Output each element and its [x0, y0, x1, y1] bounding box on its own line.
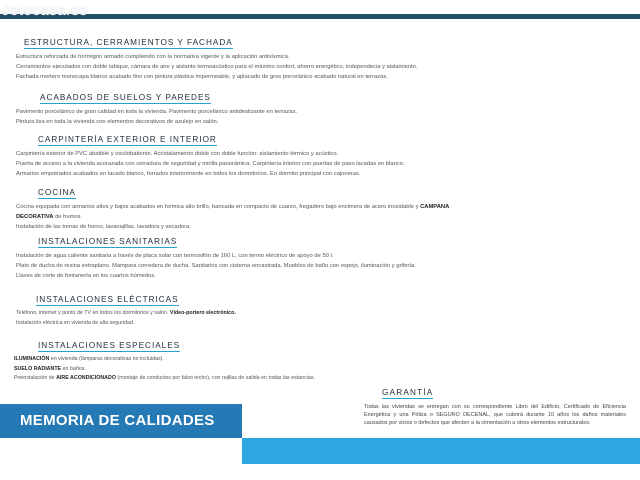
bold-text: ILUMINACIÓN — [14, 356, 50, 362]
text-run: Estructura reforzada de hormigón armado cumpliendo con la normativa vigente y la aplicación antisísmica. — [16, 54, 290, 60]
text-line — [16, 309, 236, 319]
text-run: en vivienda (lámparas decorativas no incluidas). — [49, 356, 164, 362]
section-acabados — [16, 85, 297, 127]
section-lines — [16, 251, 416, 281]
section-carpinteria — [16, 127, 405, 179]
section-lines — [16, 149, 405, 179]
text-run: Instalación eléctrica en vivienda de alta seguridad. — [16, 319, 135, 326]
section-lines — [14, 355, 315, 384]
section-lines — [16, 52, 418, 82]
section-especiales — [14, 333, 315, 384]
text-run: Pintura lisa en toda la vivienda con elementos decorativos de azulejo en salón. — [16, 119, 219, 125]
section-heading: INSTALACIONES ESPECIALES — [38, 341, 181, 350]
text-run: Instalación de las tomas de horno, lavavajillas, lavadora y secadora. — [16, 224, 191, 230]
text-line — [16, 319, 236, 329]
section-cocina — [16, 180, 450, 232]
text-line — [16, 149, 405, 159]
section-heading: INSTALACIONES SANITARIAS — [38, 237, 178, 246]
bold-text: Vídeo-portero electrónico. — [169, 310, 236, 316]
bold-text: AIRE ACONDICIONADO — [56, 375, 116, 381]
text-line — [14, 374, 315, 384]
text-run: Llaves de corte de fontanería en los cuartos húmedos. — [16, 273, 156, 279]
garantia-heading: GARANTÍA — [382, 388, 434, 397]
text-line — [16, 271, 416, 281]
section-heading: COCINA — [38, 188, 76, 197]
text-run: Teléfono, internet y punto de TV en todos los dormitorios y salón. — [16, 310, 170, 316]
section-sanitarias — [16, 229, 416, 281]
text-line — [16, 52, 418, 62]
section-estructura — [16, 30, 418, 82]
bottom-margin — [0, 464, 640, 480]
text-line — [16, 159, 405, 169]
text-line — [16, 169, 405, 179]
text-run: Preinstalación de — [14, 375, 57, 381]
text-line — [14, 365, 315, 375]
text-line — [16, 261, 416, 271]
text-run: Puerta de acceso a la vivienda acorazada con cerradura de seguridad y mirilla panorámica. Carpintería interior con puertas de paso lacadas en blanco. — [16, 161, 405, 167]
section-lines — [16, 107, 297, 127]
text-run: Fachada mortero monocapa blanco acabado fino con pintura plástica impermeable, y aplacado de gres porcelánico acabado natural en terrazas. — [16, 74, 388, 80]
section-heading: ACABADOS DE SUELOS Y PAREDES — [40, 93, 211, 102]
text-run: Carpintería exterior de PVC abatible y oscilobatiente. Acristalamiento doble con doble función: aislamiento térmico y acústico. — [16, 151, 339, 157]
text-line — [16, 62, 418, 72]
text-run: en baños. — [61, 365, 86, 372]
text-line — [16, 202, 449, 212]
memoria-banner: MEMORIA DE CALIDADES — [0, 404, 242, 438]
text-run: Plato de ducha de resina extraplano. Mampara corredera de ducha. Sanitarios con cisterna encastrada. Muebles de baño con espejo, iluminación y grifería. — [16, 263, 416, 269]
watermark-logo: Jotocasa.es — [2, 2, 88, 19]
top-bar — [0, 14, 640, 19]
section-heading: CARPINTERÍA EXTERIOR E INTERIOR — [38, 135, 217, 144]
text-line — [16, 212, 449, 222]
section-lines — [16, 202, 449, 232]
text-line — [16, 72, 418, 82]
text-run: Armarios empotrados acabados en lacado blanco, forrados interiormente en todos los dormitorios. En dormito principal con cajoneras. — [16, 171, 361, 177]
text-line — [16, 251, 416, 261]
blue-stripe — [242, 438, 640, 464]
text-run: Instalación de agua caliente sanitaria a través de placa solar con termosifón de 160 L, con termo eléctrico de apoyo de 50 l. — [16, 253, 334, 259]
text-run: Cocina equipada con armarios altos y bajos acabados en formica alto brillo, bancada en compacto de cuarzo, fregadero bajo encimera de acero inoxidable y — [16, 204, 421, 210]
text-run: Cerramientos ejecutados con doble tabique, cámara de aire y aislante termoacústico para el máximo confort, ahorro energético, independecia y aislamiento. — [16, 64, 418, 70]
bold-text: SUELO RADIANTE — [14, 365, 62, 372]
text-line — [16, 107, 297, 117]
text-line — [16, 117, 297, 127]
bold-text: CAMPANA — [420, 204, 450, 210]
text-run: de humos. — [53, 214, 83, 220]
text-line — [14, 355, 315, 365]
text-run: Pavimento porcelánico de gran calidad en toda la vivienda. Pavimento porcelánico antideslizante en terrazas. — [16, 109, 297, 115]
bold-text: DECORATIVA — [16, 214, 54, 220]
section-lines — [16, 309, 236, 328]
garantia-text: Todas las viviendas se entregan con su correspondiente Libro del Edificio, Certificado de Eficiencia Energética y una Póliza o SEGURO DECENAL, que cubrirá durante 10 años los daños materiales causados por vicios o defectos que afecten a la cimentación u otros elementos estructurales. — [364, 404, 626, 426]
section-electricas — [16, 287, 236, 328]
section-heading: ESTRUCTURA, CERRAMIENTOS Y FACHADA — [24, 38, 233, 47]
section-heading: INSTALACIONES ELÉCTRICAS — [36, 295, 179, 304]
text-run: (montaje de conductos por falso techo), con rejillas de salida en todas las estancias. — [115, 375, 315, 381]
